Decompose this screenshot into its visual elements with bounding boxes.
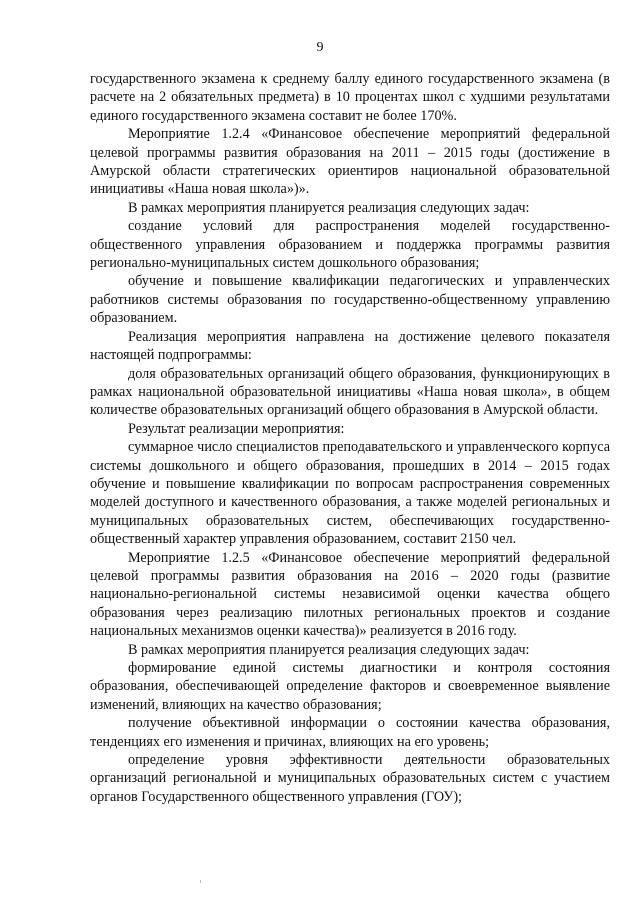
- paragraph: формирование единой системы диагностики и контроля состояния образования, обеспечивающей определение факторов и своевременное выявление изменений, влияющих на качество образования;: [90, 660, 610, 713]
- paragraph: доля образовательных организаций общего образования, функционирующих в рамках национальной образовательной инициативы «Наша новая школа», в общем количестве образовательных организаций общего образования в Амурской области.: [90, 365, 610, 419]
- paragraph: суммарное число специалистов преподавательского и управленческого корпуса системы дошкольного и общего образования, прошедших в 2014 – 2015 годах обучение и повышение квалификации по вопросам распространения современных моделей доступного и качественного образования, а также моделей региональных и муниципальных образовательных систем, обеспечивающих государственно-общественный характер управления образованием, составит 2150 чел.: [90, 439, 610, 548]
- paragraph: государственного экзамена к среднему баллу единого государственного экзамена (в расчете на 2 обязательных предмета) в 10 процентах школ с худшими результатами единого государственного экзамена составит не более 170%.: [90, 71, 610, 124]
- paragraph: Реализация мероприятия направлена на достижение целевого показателя настоящей подпрограммы:: [90, 328, 610, 364]
- paragraph: В рамках мероприятия планируется реализация следующих задач:: [128, 199, 530, 216]
- paragraph: Мероприятие 1.2.5 «Финансовое обеспечение мероприятий федеральной целевой программы развития образования на 2016 – 2020 годы (развитие национально-региональной системы независимой оценки качества общего образования через реализацию пилотных региональных проектов и создание национальных механизмов оценки качества)» реализуется в 2016 году.: [90, 549, 610, 640]
- paragraph: Результат реализации мероприятия:: [128, 420, 345, 437]
- paragraph: Мероприятие 1.2.4 «Финансовое обеспечение мероприятий федеральной целевой программы развития образования на 2011 – 2015 годы (достижение в Амурской области стратегических ориентиров национальной образовательной инициативы «Наша новая школа»)».: [90, 126, 610, 198]
- paragraph: В рамках мероприятия планируется реализация следующих задач:: [128, 641, 530, 658]
- page-number: 9: [316, 40, 324, 55]
- paragraph: создание условий для распространения моделей государственно-общественного управления образованием и поддержка программы развития регионально-муниципальных систем дошкольного образования;: [90, 218, 610, 272]
- paragraph: обучение и повышение квалификации педагогических и управленческих работников системы образования по государственно-общественному управлению образованием.: [90, 273, 610, 327]
- paragraph: получение объективной информации о состоянии качества образования, тенденциях его изменения и причинах, влияющих на его уровень;: [90, 715, 610, 750]
- scan-artifact: [200, 880, 201, 883]
- paragraph: определение уровня эффективности деятельности образовательных организаций региональной и муниципальных образовательных систем с участием органов Государственного общественного управления (ГОУ);: [90, 752, 610, 805]
